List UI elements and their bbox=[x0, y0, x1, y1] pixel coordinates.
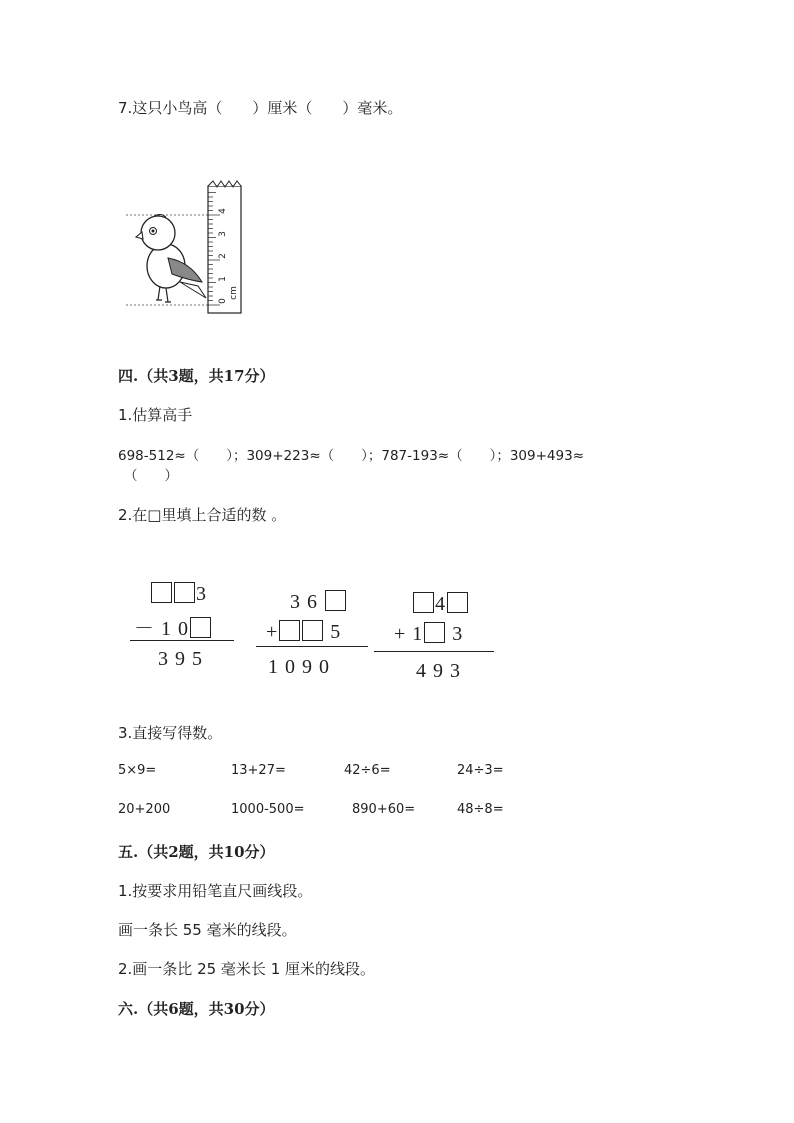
p1-sum-line bbox=[130, 640, 234, 641]
ruler-tick-3: 3 bbox=[217, 231, 228, 237]
question-number: 7. bbox=[118, 99, 133, 117]
bird-illustration bbox=[120, 178, 260, 318]
digit-box[interactable] bbox=[302, 620, 323, 641]
ruler-tick-1: 1 bbox=[217, 276, 228, 282]
ruler-tick-2: 2 bbox=[217, 253, 228, 259]
s5-q1-text: 画一条长 55 毫米的线段。 bbox=[118, 921, 297, 939]
p3-result: 4 9 3 bbox=[416, 660, 461, 682]
s4-q2-title: 2.在□里填上合适的数 。 bbox=[118, 506, 287, 524]
oral-item: 48÷8= bbox=[457, 802, 504, 817]
oral-item: 13+27= bbox=[231, 763, 286, 778]
section-6-title: 六.（共6题，共30分） bbox=[118, 1000, 275, 1018]
p2-sum-line bbox=[256, 646, 368, 647]
p3-row1: 4 bbox=[412, 592, 469, 616]
digit-box[interactable] bbox=[151, 582, 172, 603]
oral-item: 20+200 bbox=[118, 802, 171, 817]
digit-box[interactable] bbox=[424, 622, 445, 643]
p1-result: 3 9 5 bbox=[158, 648, 203, 670]
digit-box[interactable] bbox=[325, 590, 346, 611]
digit-box[interactable] bbox=[413, 592, 434, 613]
p1-row2: － 1 0 bbox=[134, 612, 212, 641]
p2-row2: + 5 bbox=[266, 621, 342, 643]
ruler-tick-4: 4 bbox=[217, 208, 228, 214]
question-7 bbox=[118, 97, 402, 118]
section-4-title: 四.（共3题，共17分） bbox=[118, 367, 275, 385]
bird-ruler-figure bbox=[120, 178, 260, 318]
s5-q2-text: 2.画一条比 25 毫米长 1 厘米的线段。 bbox=[118, 960, 376, 978]
digit-box[interactable] bbox=[279, 620, 300, 641]
ruler-tick-0: 0 bbox=[217, 298, 228, 304]
ruler-unit-label: cm bbox=[228, 286, 239, 300]
oral-item: 24÷3= bbox=[457, 763, 504, 778]
s4-q3-title: 3.直接写得数。 bbox=[118, 724, 223, 742]
digit-box[interactable] bbox=[447, 592, 468, 613]
p3-row2: + 1 3 bbox=[394, 623, 464, 645]
question-text: 这只小鸟高（ ）厘米（ ）毫米。 bbox=[132, 99, 403, 117]
section-5-title: 五.（共2题，共10分） bbox=[118, 843, 275, 861]
oral-item: 890+60= bbox=[352, 802, 416, 817]
s4-q1-title: 1.估算高手 bbox=[118, 406, 193, 424]
p2-result: 1 0 9 0 bbox=[268, 656, 330, 678]
s4-q1-estimates-cont: （ ） bbox=[124, 468, 178, 484]
digit-box[interactable] bbox=[190, 617, 211, 638]
s5-q1-title: 1.按要求用铅笔直尺画线段。 bbox=[118, 882, 313, 900]
oral-item: 5×9= bbox=[118, 763, 157, 778]
digit-box[interactable] bbox=[174, 582, 195, 603]
s4-q1-estimates: 698-512≈（ ）；309+223≈（ ）；787-193≈（ ）；309+493≈ bbox=[118, 448, 585, 464]
p3-sum-line bbox=[374, 651, 494, 652]
p2-row1: 3 6 bbox=[290, 590, 347, 614]
oral-item: 1000-500= bbox=[231, 802, 305, 817]
oral-item: 42÷6= bbox=[344, 763, 391, 778]
p1-row1: 3 bbox=[150, 582, 207, 606]
